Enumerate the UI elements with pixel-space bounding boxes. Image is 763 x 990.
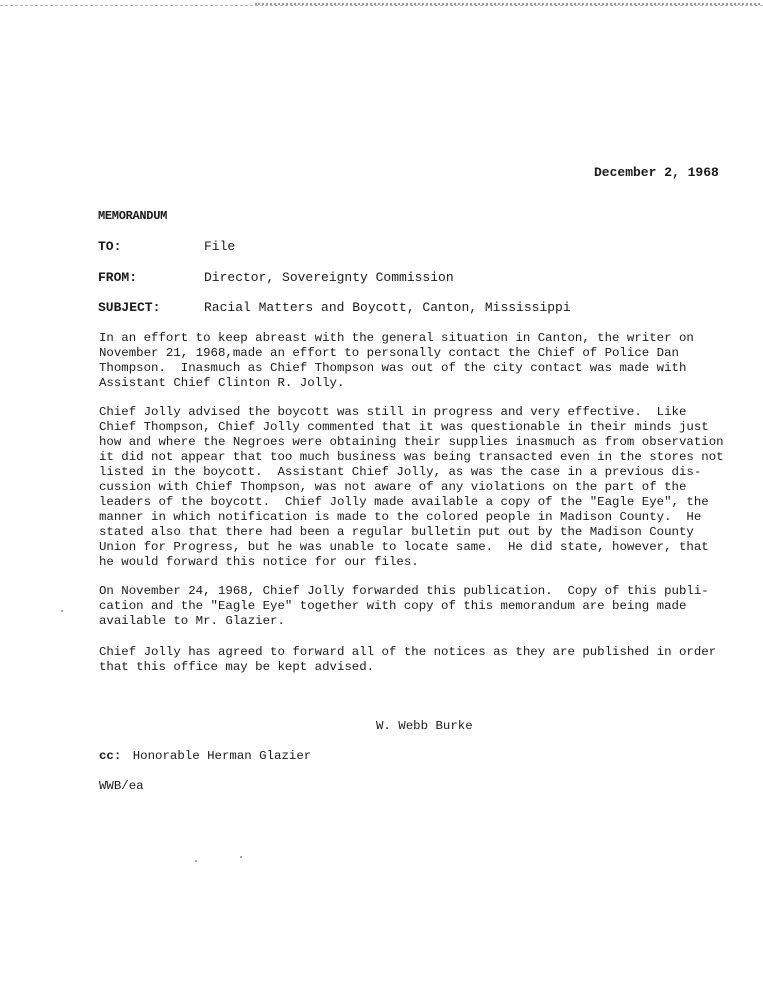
body-paragraph-4 [99, 645, 716, 675]
memo-date: December 2, 1968 [594, 165, 719, 180]
paragraph-line: available to Mr. Glazier. [99, 614, 285, 628]
signature-block: W. Webb Burke [376, 719, 473, 733]
cc-value: Honorable Herman Glazier [132, 749, 312, 763]
paragraph-line: November 21, 1968,made an effort to personally contact the Chief of Police Dan [99, 346, 679, 360]
paragraph-line: it did not appear that too much business was being transacted even in the stores not [99, 450, 724, 464]
body-paragraph-2 [99, 405, 724, 570]
paragraph-line: cation and the "Eagle Eye" together with copy of this memorandum are being made [99, 599, 687, 613]
cc-label: cc: [99, 749, 122, 763]
body-paragraph-3 [99, 584, 709, 629]
subject-row [98, 300, 571, 315]
paragraph-line: manner in which notification is made to the colored people in Madison County. He [99, 510, 702, 524]
paragraph-line: leaders of the boycott. Chief Jolly made available a copy of the "Eagle Eye", the [99, 495, 709, 509]
paragraph-line: On November 24, 1968, Chief Jolly forwarded this publication. Copy of this publi- [99, 584, 709, 598]
body-paragraph-1 [99, 331, 694, 391]
paragraph-line: stated also that there had been a regular bulletin put out by the Madison County [99, 525, 694, 539]
paragraph-line: Chief Jolly has agreed to forward all of the notices as they are published in order [99, 645, 717, 659]
memo-title: MEMORANDUM [98, 209, 168, 223]
scan-speck [195, 860, 197, 862]
subject-value: Racial Matters and Boycott, Canton, Mississippi [204, 300, 571, 315]
paragraph-line: Union for Progress, but he was unable to locate same. He did state, however, that [99, 540, 709, 554]
scan-speck [240, 856, 242, 858]
cc-line [99, 749, 311, 763]
typist-initials: WWB/ea [99, 779, 144, 793]
from-label: FROM: [98, 270, 138, 285]
paragraph-line: Chief Jolly advised the boycott was still in progress and very effective. Like [99, 405, 687, 419]
from-value: Director, Sovereignty Commission [204, 270, 454, 285]
paragraph-line: cussion with Chief Thompson, was not aware of any violations on the part of the [99, 480, 687, 494]
scan-speck [61, 610, 63, 612]
paragraph-line: Assistant Chief Clinton R. Jolly. [99, 376, 345, 390]
to-value: File [204, 239, 236, 254]
from-row [98, 270, 454, 285]
to-row [98, 239, 235, 254]
subject-label: SUBJECT: [98, 300, 161, 315]
to-label: TO: [98, 239, 122, 254]
paragraph-line: he would forward this notice for our files. [99, 555, 419, 569]
scan-artifact [255, 0, 760, 5]
paragraph-line: Chief Thompson, Chief Jolly commented that it was questionable in their minds just [99, 420, 709, 434]
paragraph-line: how and where the Negroes were obtaining their supplies inasmuch as from observation [99, 435, 724, 449]
paragraph-line: Thompson. Inasmuch as Chief Thompson was out of the city contact was made with [99, 361, 687, 375]
paragraph-line: In an effort to keep abreast with the general situation in Canton, the writer on [99, 331, 694, 345]
paragraph-line: that this office may be kept advised. [99, 660, 375, 674]
paragraph-line: listed in the boycott. Assistant Chief Jolly, as was the case in a previous dis- [99, 465, 702, 479]
